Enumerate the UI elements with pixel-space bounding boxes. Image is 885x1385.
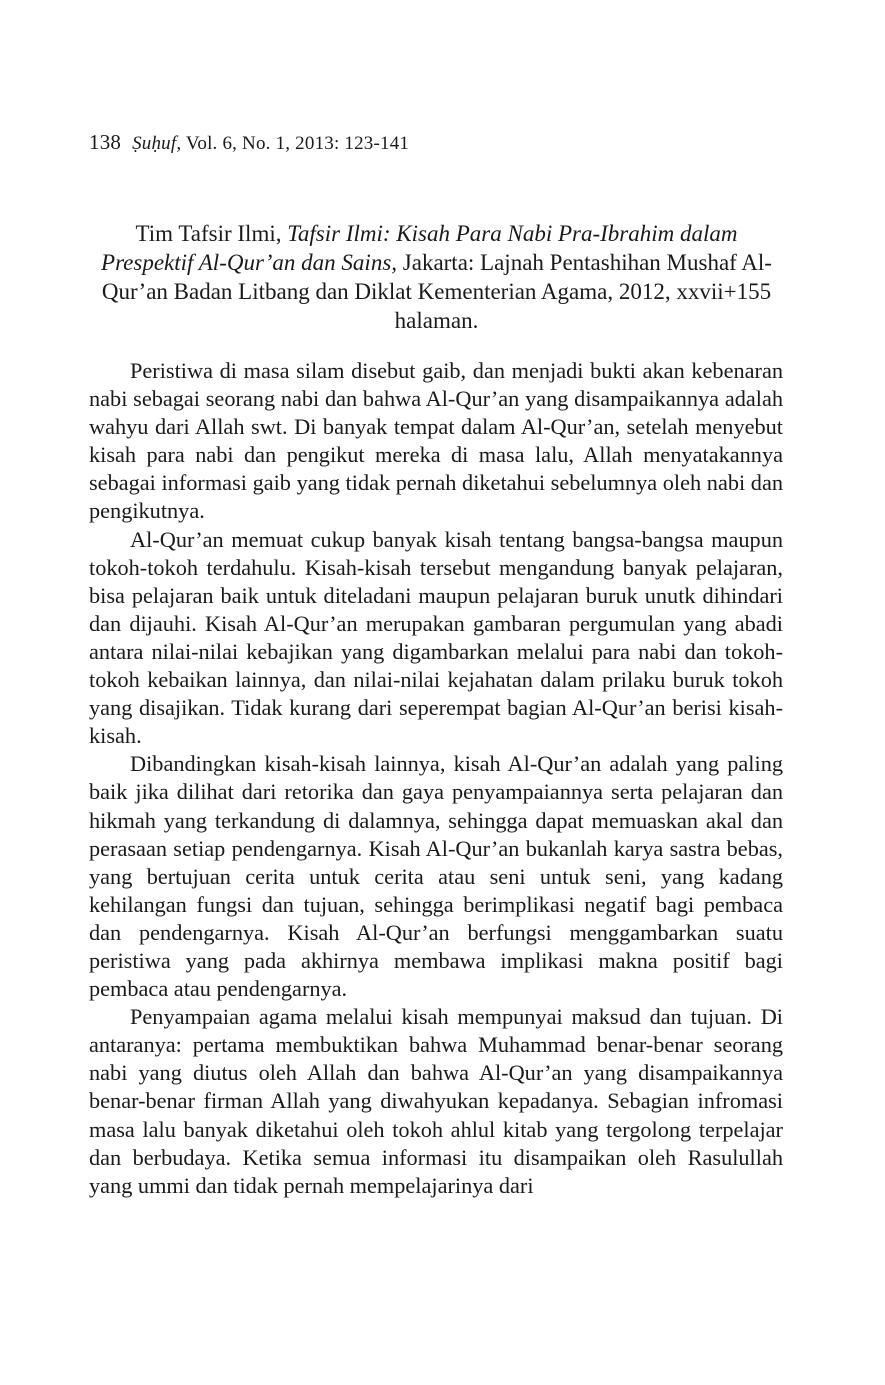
citation-author: Tim Tafsir Ilmi,	[135, 221, 282, 246]
citation-publication: Jakarta: Lajnah Pentashihan Mushaf Al-Qur’an Badan Litbang dan Diklat Kementerian Agama, 2012, xxvii+155 halaman.	[101, 250, 772, 333]
running-header	[89, 130, 409, 155]
citation-title: Tafsir Ilmi: Kisah Para Nabi Pra-Ibrahim dalam Prespektif Al-Qur’an dan Sains,	[101, 221, 738, 275]
page-number: 138	[89, 130, 122, 154]
volume-info: Vol. 6, No. 1, 2013: 123-141	[185, 133, 410, 154]
paragraph: Peristiwa di masa silam disebut gaib, dan menjadi bukti akan kebenaran nabi sebagai seorang nabi dan bahwa Al-Qur’an yang disampaikannya adalah wahyu dari Allah swt. Di banyak tempat dalam Al-Qur’an, setelah menyebut kisah para nabi dan pengikut mereka di masa lalu, Allah menyatakannya sebagai informasi gaib yang tidak pernah diketahui sebelumnya oleh nabi dan pengikutnya.	[89, 358, 783, 524]
paragraph: Penyampaian agama melalui kisah mempunyai maksud dan tujuan. Di antaranya: pertama membuktikan bahwa Muhammad benar-benar seorang nabi yang diutus oleh Allah dan bahwa Al-Qur’an yang disampaikannya benar-benar firman Allah yang diwahyukan kepadanya. Sebagian infromasi masa lalu banyak diketahui oleh tokoh ahlul kitab yang tergolong terpelajar dan berbudaya. Ketika semua informasi itu disampaikan oleh Rasulullah yang ummi dan tidak pernah mempelajarinya dari	[89, 1004, 783, 1198]
paragraph: Dibandingkan kisah-kisah lainnya, kisah Al-Qur’an adalah yang paling baik jika dilihat dari retorika dan gaya penyampaiannya serta pelajaran dan hikmah yang terkandung di dalamnya, sehingga dapat memuaskan akal dan perasaan setiap pendengarnya. Kisah Al-Qur’an bukanlah karya sastra bebas, yang bertujuan cerita untuk cerita atau seni untuk seni, yang kadang kehilangan fungsi dan tujuan, sehingga berimplikasi negatif bagi pembaca dan pendengarnya. Kisah Al-Qur’an berfungsi menggambarkan suatu peristiwa yang pada akhirnya membawa implikasi makna positif bagi pembaca atau pendengarnya.	[89, 751, 783, 1002]
review-body	[89, 357, 783, 1200]
journal-name: Ṣuḥuf,	[132, 133, 182, 154]
book-citation	[89, 219, 784, 335]
paragraph: Al-Qur’an memuat cukup banyak kisah tentang bangsa-bangsa maupun tokoh-tokoh terdahulu. Kisah-kisah tersebut mengandung banyak pelajaran, bisa pelajaran baik untuk diteladani maupun pelajaran buruk unutk dihindari dan dijauhi. Kisah Al-Qur’an merupakan gambaran pergumulan yang abadi antara nilai-nilai kebajikan yang digambarkan melalui para nabi dan tokoh-tokoh kebaikan lainnya, dan nilai-nilai kejahatan dalam prilaku buruk tokoh yang disajikan. Tidak kurang dari seperempat bagian Al-Qur’an berisi kisah-kisah.	[89, 526, 783, 749]
